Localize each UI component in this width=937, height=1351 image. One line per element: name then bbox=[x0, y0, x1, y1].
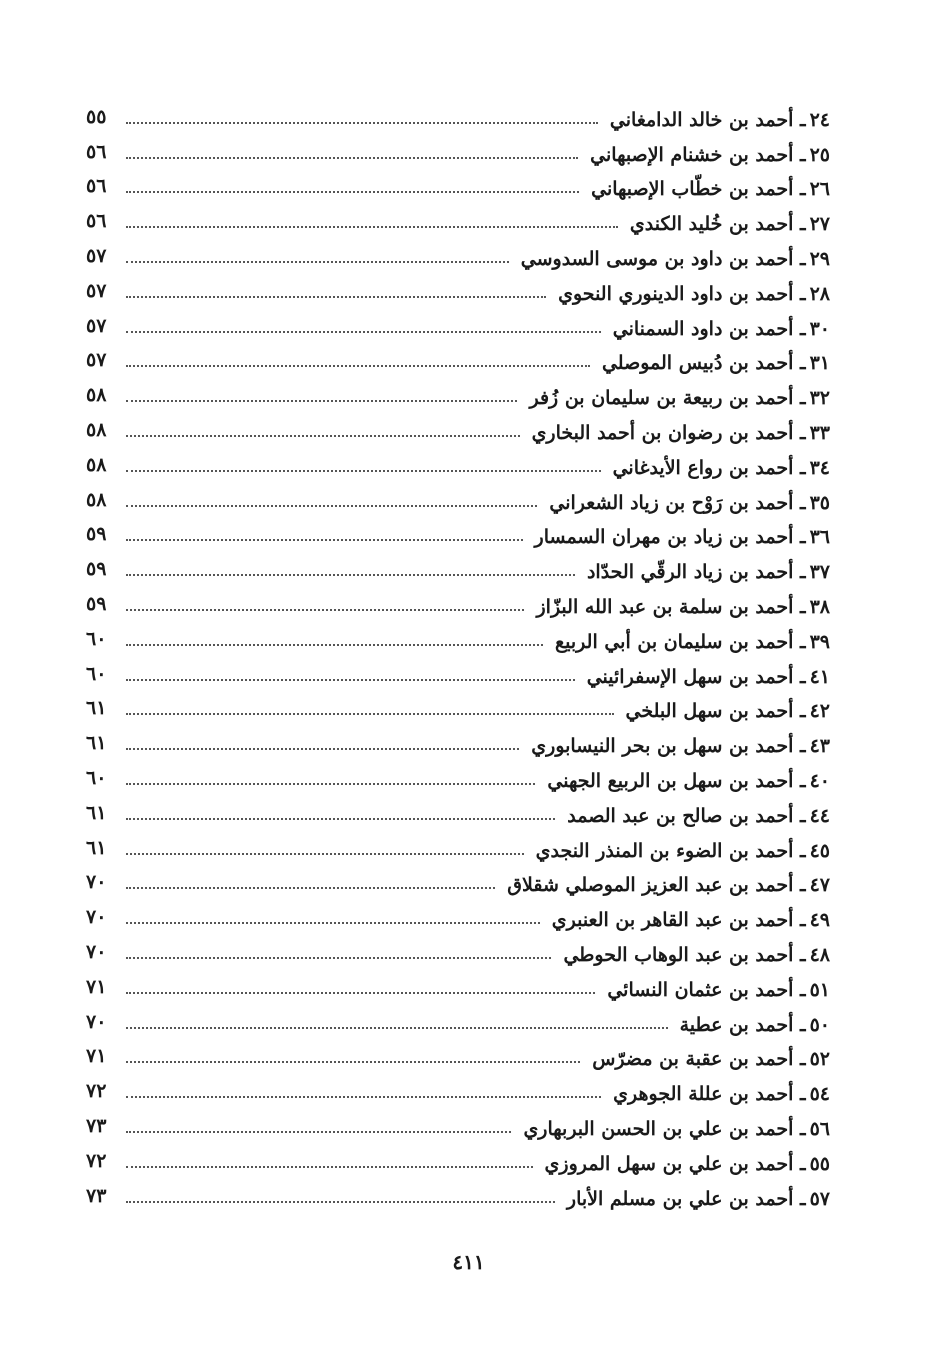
entry-dash: ـ bbox=[800, 143, 806, 166]
toc-entry bbox=[86, 413, 830, 448]
toc-entry-title bbox=[558, 282, 830, 309]
dot-leader bbox=[126, 296, 546, 298]
entry-number: ٤٤ bbox=[809, 804, 830, 827]
dot-leader bbox=[126, 609, 524, 611]
toc-page-number: ٦٠ bbox=[86, 627, 107, 650]
entry-number: ٥٤ bbox=[809, 1083, 830, 1106]
entry-number: ٣٩ bbox=[809, 630, 830, 653]
entry-number: ٥١ bbox=[809, 978, 830, 1001]
dot-leader bbox=[126, 1027, 668, 1029]
entry-name: أحمد بن رَوْح بن زياد الشعراني bbox=[549, 491, 794, 514]
entry-number: ٥٦ bbox=[809, 1117, 830, 1140]
toc-entry bbox=[86, 135, 830, 170]
entry-number: ٢٨ bbox=[809, 282, 830, 305]
entry-dash: ـ bbox=[800, 247, 806, 270]
toc-page-number: ٥٦ bbox=[86, 140, 107, 163]
toc-entry bbox=[86, 1074, 830, 1109]
entry-dash: ـ bbox=[800, 421, 806, 444]
toc-page-number: ٧٠ bbox=[86, 1010, 107, 1033]
entry-number: ٢٩ bbox=[809, 247, 830, 270]
toc-entry-title bbox=[547, 769, 830, 796]
entry-name: أحمد بن زياد الرقّي الحدّاد bbox=[586, 561, 794, 584]
entry-dash: ـ bbox=[800, 735, 806, 758]
entry-dash: ـ bbox=[800, 1187, 806, 1210]
toc-page-number: ٧٣ bbox=[86, 1114, 107, 1137]
entry-dash: ـ bbox=[800, 282, 806, 305]
dot-leader bbox=[126, 331, 601, 333]
toc-entry-title bbox=[520, 247, 830, 274]
entry-number: ٤٠ bbox=[809, 769, 830, 792]
toc-page-number: ٦١ bbox=[86, 697, 107, 720]
dot-leader bbox=[126, 1131, 511, 1133]
toc-entry bbox=[86, 552, 830, 587]
toc-page-number: ٦٠ bbox=[86, 766, 107, 789]
entry-name: أحمد بن سهل الإسفرائيني bbox=[586, 665, 794, 688]
toc-entry bbox=[86, 170, 830, 205]
toc-page-number: ٥٨ bbox=[86, 488, 107, 511]
dot-leader bbox=[126, 922, 540, 924]
toc-entry bbox=[86, 1144, 830, 1179]
toc-page-number: ٥٨ bbox=[86, 384, 107, 407]
toc-entry-title bbox=[626, 702, 830, 726]
toc-entry bbox=[86, 726, 830, 761]
toc-page-number: ٧٠ bbox=[86, 871, 107, 894]
entry-number: ٥٥ bbox=[809, 1152, 830, 1175]
entry-number: ٣١ bbox=[809, 352, 830, 375]
toc-page-number: ٥٩ bbox=[86, 523, 107, 546]
toc-entry-title bbox=[567, 804, 830, 831]
toc-entry bbox=[86, 1040, 830, 1075]
toc-entry bbox=[86, 900, 830, 935]
toc-entry bbox=[86, 518, 830, 553]
toc-page-number: ٥٨ bbox=[86, 418, 107, 441]
entry-name: أحمد بن علي بن الحسن البربهاري bbox=[523, 1117, 794, 1140]
entry-dash: ـ bbox=[800, 108, 806, 131]
entry-name: أحمد بن خُليد الكندي bbox=[629, 213, 794, 236]
entry-number: ٣٠ bbox=[809, 317, 830, 340]
entry-name: أحمد بن سهل البلخي bbox=[625, 700, 794, 723]
page-number: ٤١١ bbox=[452, 1250, 485, 1274]
entry-dash: ـ bbox=[800, 943, 806, 966]
toc-page-number: ٥٧ bbox=[86, 314, 107, 337]
entry-dash: ـ bbox=[800, 909, 806, 932]
toc-page-number: ٥٧ bbox=[86, 349, 107, 372]
entry-number: ٣٤ bbox=[809, 456, 830, 479]
dot-leader bbox=[126, 818, 555, 820]
toc-page-number: ٥٩ bbox=[86, 558, 107, 581]
toc-entry-title bbox=[529, 389, 830, 413]
dot-leader bbox=[126, 713, 614, 715]
entry-number: ٢٥ bbox=[809, 143, 830, 166]
dot-leader bbox=[126, 853, 524, 855]
entry-number: ٤٧ bbox=[809, 874, 830, 897]
entry-name: أحمد بن سليمان بن أبي الربيع bbox=[555, 630, 794, 653]
entry-name: أحمد بن داود السمناني bbox=[612, 317, 794, 340]
entry-dash: ـ bbox=[800, 839, 806, 862]
toc-entry bbox=[86, 483, 830, 518]
entry-name: أحمد بن سهل بن الربيع الجهني bbox=[547, 769, 794, 792]
table-of-contents bbox=[86, 100, 830, 1214]
toc-entry-title bbox=[536, 595, 830, 622]
toc-page-number: ٦١ bbox=[86, 836, 107, 859]
toc-page-number: ٥٦ bbox=[86, 210, 107, 233]
toc-entry bbox=[86, 622, 830, 657]
entry-name: أحمد بن صالح بن عبد الصمد bbox=[567, 804, 794, 827]
entry-number: ٤٥ bbox=[809, 839, 830, 862]
toc-entry-title bbox=[586, 665, 830, 692]
toc-entry-title bbox=[613, 1085, 830, 1109]
toc-entry bbox=[86, 692, 830, 727]
entry-name: أحمد بن عبد الوهاب الحوطي bbox=[563, 943, 794, 966]
dot-leader bbox=[126, 226, 618, 228]
toc-entry-title bbox=[591, 180, 830, 204]
toc-entry bbox=[86, 1109, 830, 1144]
dot-leader bbox=[126, 261, 509, 263]
entry-dash: ـ bbox=[800, 1083, 806, 1106]
toc-entry bbox=[86, 970, 830, 1005]
entry-name: أحمد بن عللة الجوهري bbox=[613, 1083, 794, 1106]
entry-number: ٢٦ bbox=[809, 178, 830, 201]
toc-entry-title bbox=[607, 978, 830, 1005]
entry-dash: ـ bbox=[800, 874, 806, 897]
toc-entry bbox=[86, 344, 830, 379]
entry-name: أحمد بن ربيعة بن سليمان بن زُفر bbox=[529, 387, 794, 410]
toc-entry-title bbox=[531, 421, 830, 448]
dot-leader bbox=[126, 887, 495, 889]
entry-name: أحمد بن عبد العزيز الموصلي شقلاق bbox=[507, 874, 794, 897]
entry-number: ٣٣ bbox=[809, 421, 830, 444]
entry-name: أحمد بن خالد الدامغاني bbox=[609, 108, 794, 131]
entry-number: ٣٥ bbox=[809, 491, 830, 514]
entry-dash: ـ bbox=[800, 978, 806, 1001]
dot-leader bbox=[126, 783, 535, 785]
dot-leader bbox=[126, 992, 595, 994]
toc-entry-title bbox=[679, 1013, 830, 1040]
toc-entry bbox=[86, 587, 830, 622]
toc-page-number: ٦١ bbox=[86, 801, 107, 824]
entry-name: أحمد بن سلمة بن عبد الله البزّاز bbox=[536, 595, 794, 618]
entry-number: ٣٨ bbox=[809, 595, 830, 618]
entry-name: أحمد بن خطّاب الإصبهاني bbox=[591, 178, 794, 201]
toc-page-number: ٧٢ bbox=[86, 1080, 107, 1103]
entry-dash: ـ bbox=[800, 317, 806, 340]
entry-name: أحمد بن علي بن سهل المروزي bbox=[544, 1152, 794, 1175]
dot-leader bbox=[126, 122, 598, 124]
entry-dash: ـ bbox=[800, 804, 806, 827]
dot-leader bbox=[126, 1096, 601, 1098]
entry-number: ٤٣ bbox=[809, 735, 830, 758]
entry-dash: ـ bbox=[800, 665, 806, 688]
entry-dash: ـ bbox=[800, 595, 806, 618]
toc-entry-title bbox=[531, 737, 830, 761]
toc-entry-title bbox=[563, 943, 830, 970]
toc-entry-title bbox=[590, 143, 830, 170]
entry-dash: ـ bbox=[800, 1048, 806, 1071]
toc-entry-title bbox=[549, 491, 830, 518]
dot-leader bbox=[126, 505, 537, 507]
entry-dash: ـ bbox=[800, 561, 806, 584]
entry-dash: ـ bbox=[800, 1117, 806, 1140]
dot-leader bbox=[126, 191, 579, 193]
entry-dash: ـ bbox=[800, 630, 806, 653]
toc-entry-title bbox=[602, 354, 830, 378]
toc-entry-title bbox=[555, 630, 830, 657]
toc-entry-title bbox=[566, 1187, 830, 1214]
toc-entry-title bbox=[523, 1117, 830, 1144]
toc-entry bbox=[86, 274, 830, 309]
entry-name: أحمد بن رواع الأيدغاني bbox=[612, 456, 794, 479]
entry-number: ٤٨ bbox=[809, 943, 830, 966]
toc-entry-title bbox=[507, 876, 830, 900]
dot-leader bbox=[126, 679, 575, 681]
entry-dash: ـ bbox=[800, 456, 806, 479]
dot-leader bbox=[126, 1166, 533, 1168]
entry-name: أحمد بن عثمان النسائي bbox=[607, 978, 794, 1001]
dot-leader bbox=[126, 574, 575, 576]
entry-name: أحمد بن رضوان بن أحمد البخاري bbox=[531, 421, 794, 444]
entry-name: أحمد بن زياد بن مهران السمسار bbox=[534, 526, 794, 549]
entry-number: ٣٢ bbox=[809, 387, 830, 410]
toc-entry-title bbox=[612, 317, 830, 344]
entry-name: أحمد بن عطية bbox=[679, 1013, 794, 1036]
toc-entry bbox=[86, 935, 830, 970]
entry-name: أحمد بن علي بن مسلم الأبار bbox=[566, 1187, 794, 1210]
toc-entry-title bbox=[535, 839, 830, 866]
toc-entry bbox=[86, 100, 830, 135]
toc-entry bbox=[86, 866, 830, 901]
dot-leader bbox=[126, 957, 551, 959]
entry-dash: ـ bbox=[800, 700, 806, 723]
entry-number: ٣٦ bbox=[809, 526, 830, 549]
toc-entry bbox=[86, 831, 830, 866]
entry-name: أحمد بن دُبيس الموصلي bbox=[601, 352, 794, 375]
entry-dash: ـ bbox=[800, 491, 806, 514]
entry-dash: ـ bbox=[800, 352, 806, 375]
entry-name: أحمد بن عبد القاهر بن العنبري bbox=[551, 909, 794, 932]
dot-leader bbox=[126, 400, 517, 402]
entry-number: ٤١ bbox=[809, 665, 830, 688]
entry-number: ٤٩ bbox=[809, 909, 830, 932]
toc-entry bbox=[86, 448, 830, 483]
toc-entry bbox=[86, 239, 830, 274]
toc-entry bbox=[86, 204, 830, 239]
toc-page-number: ٧٠ bbox=[86, 940, 107, 963]
toc-entry bbox=[86, 378, 830, 413]
dot-leader bbox=[126, 539, 523, 541]
toc-page-number: ٧٠ bbox=[86, 906, 107, 929]
toc-page-number: ٧٢ bbox=[86, 1149, 107, 1172]
entry-dash: ـ bbox=[800, 1152, 806, 1175]
toc-page-number: ٦٠ bbox=[86, 662, 107, 685]
toc-entry bbox=[86, 657, 830, 692]
toc-page-number: ٧٣ bbox=[86, 1184, 107, 1207]
entry-number: ٣٧ bbox=[809, 561, 830, 584]
toc-entry-title bbox=[552, 911, 830, 935]
dot-leader bbox=[126, 435, 520, 437]
dot-leader bbox=[126, 1201, 555, 1203]
toc-page-number: ٥٧ bbox=[86, 244, 107, 267]
toc-entry bbox=[86, 796, 830, 831]
entry-number: ٤٢ bbox=[809, 700, 830, 723]
toc-entry-title bbox=[544, 1152, 830, 1179]
entry-name: أحمد بن عقبة بن مضرّس bbox=[592, 1048, 794, 1071]
entry-name: أحمد بن سهل بن بحر النيسابوري bbox=[531, 735, 794, 758]
toc-entry bbox=[86, 1005, 830, 1040]
toc-page-number: ٧١ bbox=[86, 1045, 107, 1068]
entry-name: أحمد بن داود الدينوري النحوي bbox=[558, 282, 794, 305]
entry-dash: ـ bbox=[800, 213, 806, 236]
toc-entry-title bbox=[592, 1050, 830, 1074]
toc-page-number: ٥٨ bbox=[86, 453, 107, 476]
entry-name: أحمد بن الضوء بن المنذر النجدي bbox=[535, 839, 794, 862]
entry-number: ٥٢ bbox=[809, 1048, 830, 1071]
toc-entry-title bbox=[587, 563, 830, 587]
dot-leader bbox=[126, 748, 519, 750]
entry-dash: ـ bbox=[800, 1013, 806, 1036]
entry-number: ٢٤ bbox=[809, 108, 830, 131]
toc-page-number: ٥٥ bbox=[86, 105, 107, 128]
entry-number: ٥٧ bbox=[809, 1187, 830, 1210]
toc-page-number: ٥٧ bbox=[86, 279, 107, 302]
entry-dash: ـ bbox=[800, 387, 806, 410]
entry-dash: ـ bbox=[800, 769, 806, 792]
toc-page-number: ٧١ bbox=[86, 975, 107, 998]
dot-leader bbox=[126, 1061, 580, 1063]
entry-name: أحمد بن داود بن موسى السدوسي bbox=[520, 247, 794, 270]
dot-leader bbox=[126, 365, 590, 367]
toc-page-number: ٦١ bbox=[86, 732, 107, 755]
entry-name: أحمد بن خشنام الإصبهاني bbox=[590, 143, 794, 166]
dot-leader bbox=[126, 157, 578, 159]
toc-page-number: ٥٩ bbox=[86, 592, 107, 615]
dot-leader bbox=[126, 644, 543, 646]
toc-page-number: ٥٦ bbox=[86, 175, 107, 198]
entry-number: ٥٠ bbox=[809, 1013, 830, 1036]
toc-entry bbox=[86, 761, 830, 796]
toc-entry bbox=[86, 309, 830, 344]
entry-number: ٢٧ bbox=[809, 213, 830, 236]
entry-dash: ـ bbox=[800, 526, 806, 549]
toc-entry-title bbox=[630, 215, 830, 239]
toc-entry-title bbox=[612, 456, 830, 483]
entry-dash: ـ bbox=[800, 178, 806, 201]
toc-entry bbox=[86, 1179, 830, 1214]
dot-leader bbox=[126, 470, 601, 472]
toc-entry-title bbox=[609, 108, 830, 135]
toc-entry-title bbox=[535, 528, 830, 552]
